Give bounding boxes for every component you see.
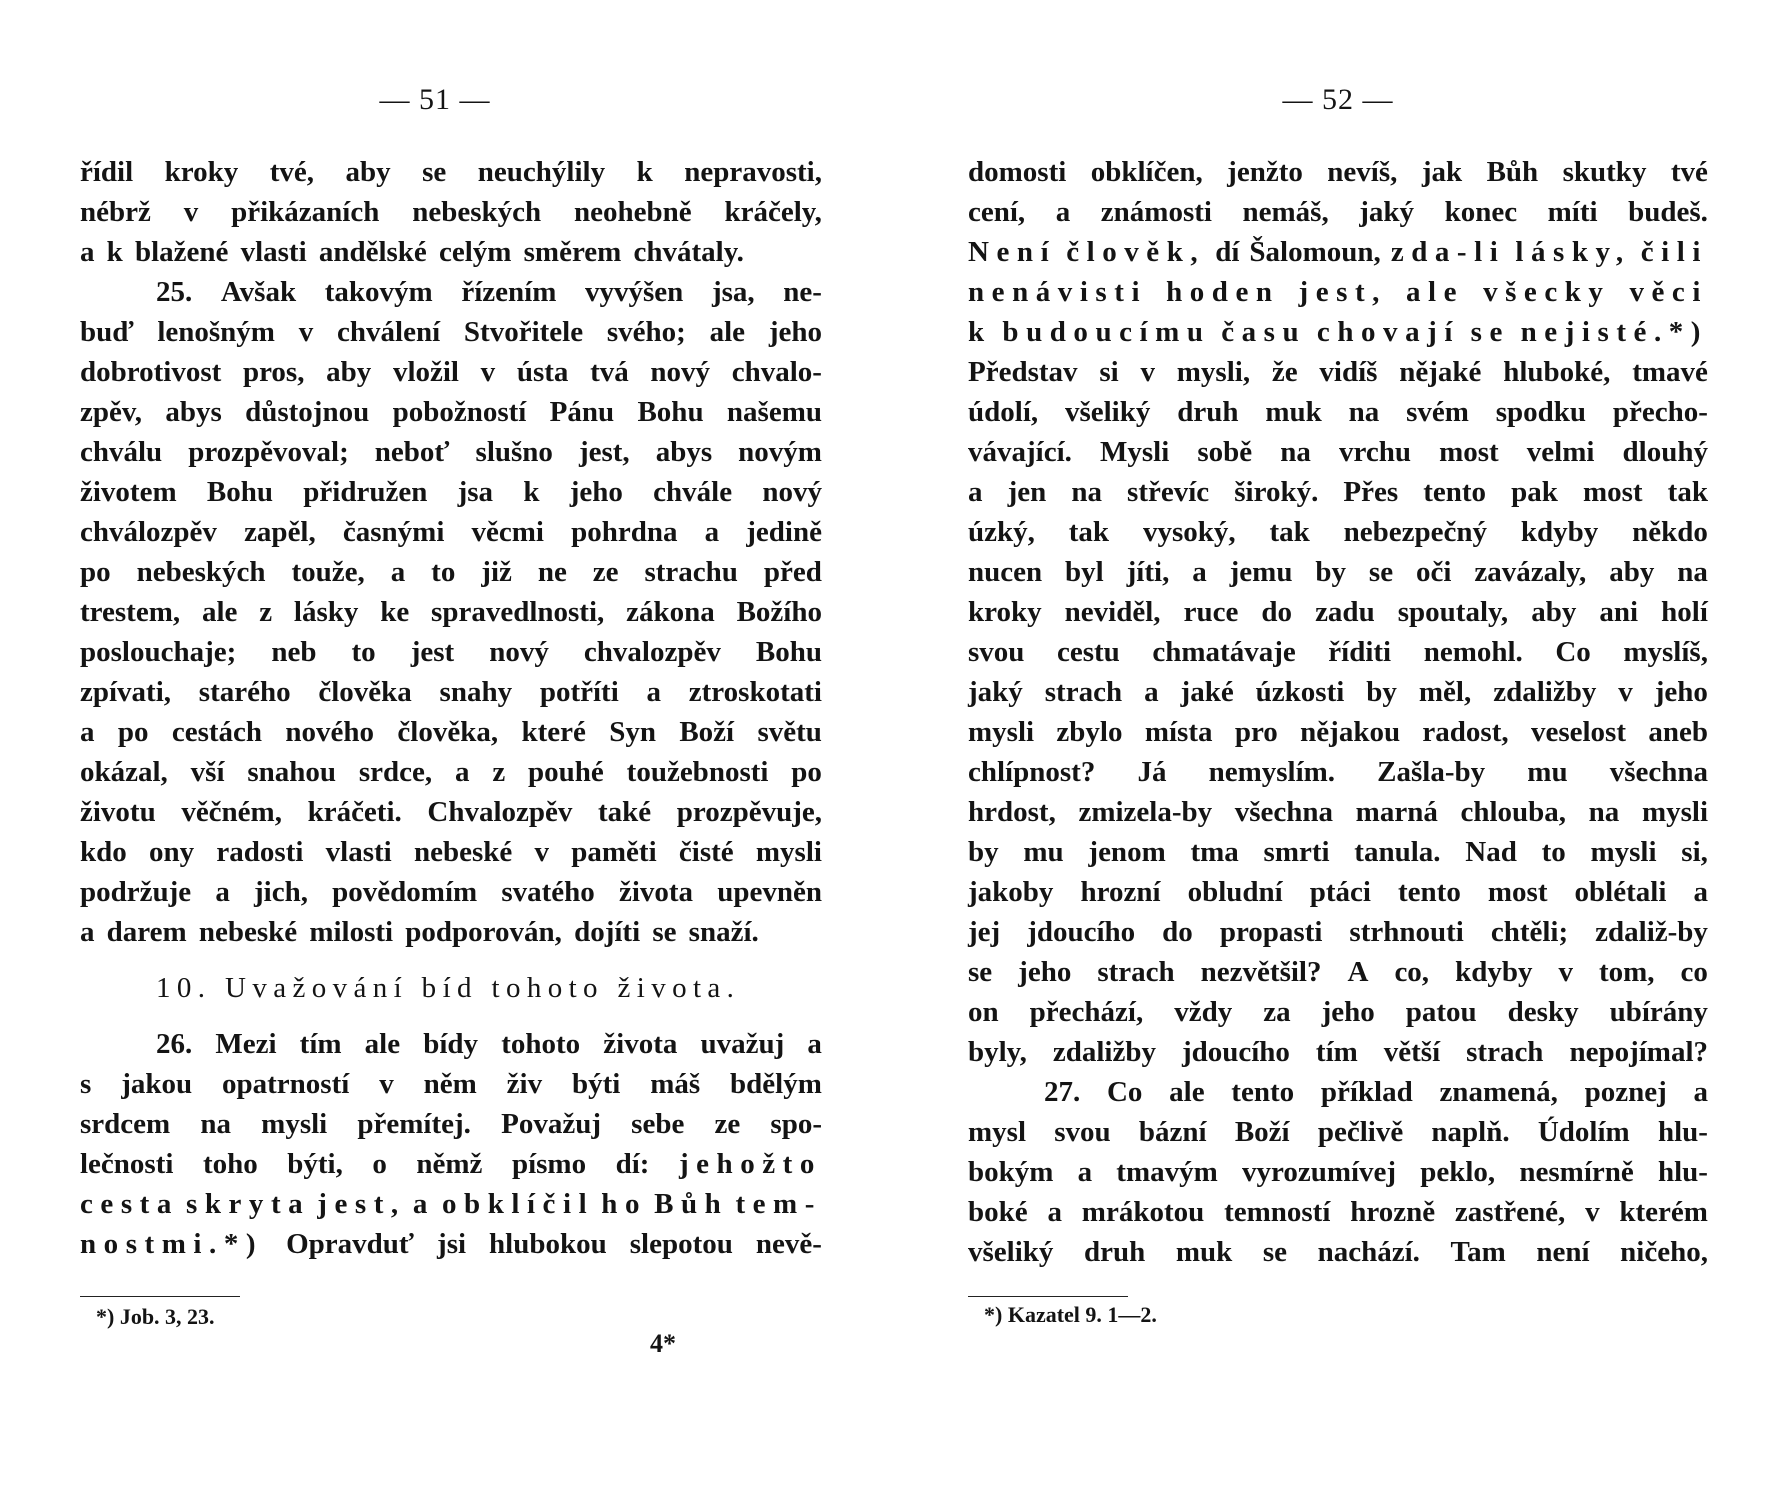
text-line: 25. Avšak takovým řízením vyvýšen jsa, ne- (156, 276, 822, 308)
text-line: a k blažené vlasti andělské celým směrem chvátaly. (80, 236, 744, 268)
text-line: a jen na střevíc široký. Přes tento pak most tak (968, 476, 1708, 508)
text-line: 26. Mezi tím ale bídy tohoto života uvažuj a (156, 1028, 822, 1060)
text-line: a po cestách nového člověka, které Syn Boží světu (80, 716, 822, 748)
signature-mark: 4* (650, 1329, 676, 1358)
text-line: 27. Co ale tento příklad znamená, poznej a (1044, 1076, 1708, 1108)
text-line: nébrž v přikázaních nebeských neohebně kráčely, (80, 196, 822, 228)
text-line: poslouchaje; neb to jest nový chvalozpěv Bohu (80, 636, 822, 668)
text-line: řídil kroky tvé, aby se neuchýlily k nepravosti, (80, 156, 822, 188)
text-line: cení, a známosti nemáš, jaký konec míti budeš. (968, 196, 1708, 228)
text-line: Představ si v mysli, že vidíš nějaké hluboké, tmavé (968, 356, 1708, 388)
text-line: se jeho strach nezvětšil? A co, kdyby v tom, co (968, 956, 1708, 988)
text-line: jaký strach a jaké úzkosti by měl, zdaližby v jeho (968, 676, 1708, 708)
text-line: on přechází, vždy za jeho patou desky ubírány (968, 996, 1708, 1028)
text-line: buď lenošným v chválení Stvořitele svého; ale jeho (80, 316, 822, 348)
text-line: všeliký druh muk se nachází. Tam není ničeho, (968, 1236, 1708, 1268)
footnote: *) Kazatel 9. 1—2. (984, 1302, 1157, 1327)
left-body-text (80, 152, 822, 1264)
text-line: okázal, vší snahou srdce, a z pouhé toužebnosti po (80, 756, 822, 788)
text-line: jakoby hrozní obludní ptáci tento most oblétali a (968, 876, 1708, 908)
right-body-text (968, 152, 1708, 1272)
text-line: chválu prozpěvoval; neboť slušno jest, abys novým (80, 436, 822, 468)
text-line: dobrotivost pros, aby vložil v ústa tvá nový chvalo- (80, 356, 822, 388)
text-line: vávající. Mysli sobě na vrchu most velmi dlouhý (968, 436, 1708, 468)
text-line: a darem nebeské milosti podporován, dojíti se snaží. (80, 916, 759, 948)
text-line: lečnosti toho býti, o němž písmo dí: jehožto (80, 1148, 822, 1180)
page-number: — 51 — (379, 83, 491, 116)
page-number: — 52 — (1282, 83, 1394, 116)
text-line: srdcem na mysli přemítej. Považuj sebe ze spo- (80, 1108, 822, 1140)
text-line: cesta skryta jest, a obklíčil ho Bůh tem- (80, 1188, 822, 1220)
text-line: s jakou opatrností v něm živ býti máš bdělým (80, 1068, 822, 1100)
text-line: zpívati, starého člověka snahy potříti a ztroskotati (80, 676, 822, 708)
text-line: mysli zbylo místa pro nějakou radost, veselost aneb (968, 716, 1708, 748)
text-line: nostmi.*) Opravduť jsi hlubokou slepotou nevě- (80, 1228, 822, 1260)
text-line: nenávisti hoden jest, ale všecky věci (968, 276, 1708, 308)
text-line: bokým a tmavým vyrozumívej peklo, nesmírně hlu- (968, 1156, 1708, 1188)
text-line: hrdost, zmizela-by všechna marná chlouba, na mysli (968, 796, 1708, 828)
footnote-rule (80, 1296, 240, 1297)
text-line: mysl svou bázní Boží pečlivě naplň. Údolím hlu- (968, 1116, 1708, 1148)
text-line: trestem, ale z lásky ke spravedlnosti, zákona Božího (80, 596, 822, 628)
text-line: Není člověk, dí Šalomoun, zda-li lásky, čili (968, 236, 1708, 268)
text-line: životem Bohu přidružen jsa k jeho chvále nový (80, 476, 822, 508)
text-line: po nebeských touže, a to již ne ze strachu před (80, 556, 822, 588)
section-heading: 10. Uvažování bíd tohoto života. (156, 972, 741, 1004)
text-line: životu věčném, kráčeti. Chvalozpěv také prozpěvuje, (80, 796, 822, 828)
text-line: by mu jenom tma smrti tanula. Nad to mysli si, (968, 836, 1708, 868)
text-line: domosti obklíčen, jenžto nevíš, jak Bůh skutky tvé (968, 156, 1708, 188)
footnote: *) Job. 3, 23. (96, 1304, 215, 1329)
text-line: údolí, všeliký druh muk na svém spodku přecho- (968, 396, 1708, 428)
footnote-rule (968, 1296, 1128, 1297)
text-line: boké a mrákotou temností hrozně zastřené, v kterém (968, 1196, 1708, 1228)
text-line: byly, zdaližby jdoucího tím větší strach nepojímal? (968, 1036, 1708, 1068)
text-line: nucen byl jíti, a jemu by se oči zavázaly, aby na (968, 556, 1708, 588)
text-line: zpěv, abys důstojnou pobožností Pánu Bohu našemu (80, 396, 822, 428)
text-line: chlípnost? Já nemyslím. Zašla-by mu všechna (968, 756, 1708, 788)
text-line: k budoucímu času chovají se nejisté.*) (968, 316, 1708, 348)
text-line: svou cestu chmatávaje říditi nemohl. Co myslíš, (968, 636, 1708, 668)
text-line: kdo ony radosti vlasti nebeské v paměti čisté mysli (80, 836, 822, 868)
text-line: úzký, tak vysoký, tak nebezpečný kdyby někdo (968, 516, 1708, 548)
text-line: podržuje a jich, povědomím svatého života upevněn (80, 876, 822, 908)
text-line: kroky neviděl, ruce do zadu spoutaly, aby ani holí (968, 596, 1708, 628)
text-line: chválozpěv zapěl, časnými věcmi pohrdna a jedině (80, 516, 822, 548)
text-line: jej jdoucího do propasti strhnouti chtěli; zdaliž-by (968, 916, 1708, 948)
